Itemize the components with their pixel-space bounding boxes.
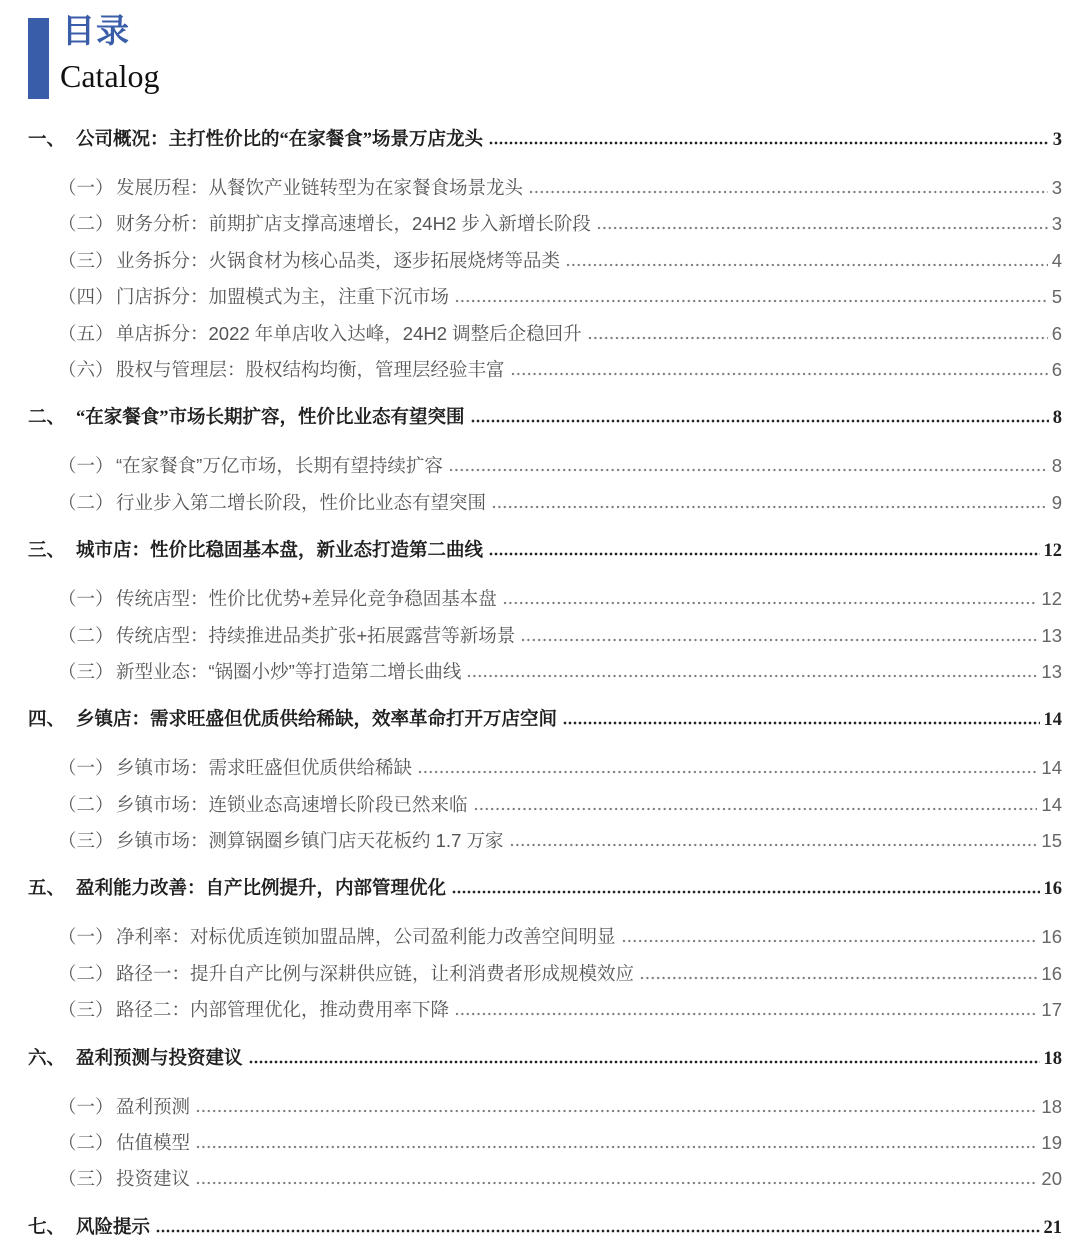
dot-leader	[467, 674, 1037, 678]
section-number: 二、	[28, 408, 66, 429]
dot-leader	[622, 939, 1038, 943]
subsection-page-number: 6	[1051, 322, 1062, 344]
section-title: “在家餐食”市场长期扩容，性价比业态有望突围	[76, 408, 465, 429]
subsection-title: 盈利预测	[116, 1095, 191, 1117]
dot-leader	[196, 1181, 1037, 1185]
toc-section-6[interactable]	[0, 1041, 1080, 1077]
section-number: 七、	[28, 1217, 66, 1238]
subsection-title: 新型业态：“锅圈小炒”等打造第二增长曲线	[116, 660, 462, 682]
subsection-page-number: 14	[1041, 793, 1062, 815]
toc-subsection-4-3[interactable]	[0, 823, 1080, 859]
subsection-page-number: 6	[1051, 358, 1062, 380]
toc-section-7[interactable]	[0, 1210, 1080, 1246]
subsection-title: 股权与管理层：股权结构均衡，管理层经验丰富	[116, 358, 505, 380]
toc-subsection-5-2[interactable]	[0, 956, 1080, 992]
toc-subsection-4-1[interactable]	[0, 750, 1080, 786]
subsection-title: 单店拆分：2022 年单店收入达峰，24H2 调整后企稳回升	[116, 322, 582, 344]
dot-leader	[471, 419, 1049, 423]
subsection-number: （一）	[58, 455, 114, 477]
dot-leader	[511, 372, 1048, 376]
subsection-title: 传统店型：持续推进品类扩张+拓展露营等新场景	[116, 624, 516, 646]
dot-leader	[529, 190, 1048, 194]
toc-subsection-3-1[interactable]	[0, 581, 1080, 617]
section-page-number: 14	[1043, 710, 1062, 731]
subsection-title: 乡镇市场：连锁业态高速增长阶段已然来临	[116, 793, 468, 815]
subsection-title: 行业步入第二增长阶段，性价比业态有望突围	[116, 491, 487, 513]
toc-subsection-6-2[interactable]	[0, 1125, 1080, 1161]
dot-leader	[503, 601, 1038, 605]
dot-leader	[418, 770, 1037, 774]
dot-leader	[588, 336, 1048, 340]
section-page-number: 21	[1043, 1217, 1062, 1238]
subsection-number: （二）	[58, 793, 114, 815]
toc-section-3[interactable]	[0, 533, 1080, 569]
toc-section-2[interactable]	[0, 400, 1080, 436]
subsection-page-number: 15	[1041, 830, 1062, 852]
section-page-number: 12	[1043, 541, 1062, 562]
subsection-page-number: 9	[1051, 491, 1062, 513]
subsection-title: 路径二：内部管理优化，推动费用率下降	[116, 999, 450, 1021]
subsection-number: （一）	[58, 757, 114, 779]
dot-leader	[156, 1229, 1039, 1233]
subsection-title: 财务分析：前期扩店支撑高速增长，24H2 步入新增长阶段	[116, 213, 591, 235]
toc-section-1[interactable]	[0, 122, 1080, 158]
section-number: 四、	[28, 710, 66, 731]
subsection-page-number: 4	[1051, 249, 1062, 271]
subsection-number: （二）	[58, 624, 114, 646]
subsection-number: （一）	[58, 926, 114, 948]
toc-subsection-1-2[interactable]	[0, 206, 1080, 242]
subsection-page-number: 17	[1041, 999, 1062, 1021]
toc-subsection-3-2[interactable]	[0, 618, 1080, 654]
subsection-number: （一）	[58, 588, 114, 610]
subsection-title: 业务拆分：火锅食材为核心品类，逐步拓展烧烤等品类	[116, 249, 561, 271]
toc-subsection-1-5[interactable]	[0, 316, 1080, 352]
toc-subsection-1-4[interactable]	[0, 279, 1080, 315]
dot-leader	[249, 1060, 1040, 1064]
subsection-page-number: 8	[1051, 455, 1062, 477]
subsection-page-number: 14	[1041, 757, 1062, 779]
subsection-number: （一）	[58, 1095, 114, 1117]
dot-leader	[489, 141, 1049, 145]
subsection-page-number: 3	[1051, 177, 1062, 198]
subsection-title: 估值模型	[116, 1132, 191, 1154]
dot-leader	[489, 552, 1039, 556]
dot-leader	[196, 1109, 1037, 1113]
subsection-number: （三）	[58, 1168, 114, 1190]
section-title: 风险提示	[76, 1217, 151, 1238]
dot-leader	[455, 299, 1048, 303]
dot-leader	[196, 1145, 1037, 1149]
subsection-page-number: 19	[1041, 1132, 1062, 1154]
section-title: 公司概况：主打性价比的“在家餐食”场景万店龙头	[76, 130, 484, 150]
subsection-title: 乡镇市场：测算锅圈乡镇门店天花板约 1.7 万家	[116, 830, 504, 852]
subsection-page-number: 3	[1051, 213, 1062, 235]
subsection-page-number: 20	[1041, 1168, 1062, 1190]
subsection-page-number: 16	[1041, 926, 1062, 948]
section-number: 六、	[28, 1048, 66, 1069]
subsection-title: 路径一：提升自产比例与深耕供应链，让利消费者形成规模效应	[116, 962, 635, 984]
dot-leader	[474, 807, 1038, 811]
toc-subsection-5-1[interactable]	[0, 919, 1080, 955]
subsection-number: （二）	[58, 491, 114, 513]
subsection-page-number: 13	[1041, 624, 1062, 646]
section-number: 五、	[28, 879, 66, 900]
catalog-title-english: Catalog	[60, 58, 160, 94]
subsection-number: （六）	[58, 358, 114, 380]
subsection-number: （三）	[58, 999, 114, 1021]
subsection-number: （五）	[58, 322, 114, 344]
subsection-page-number: 13	[1041, 660, 1062, 682]
section-title: 城市店：性价比稳固基本盘，新业态打造第二曲线	[76, 541, 484, 562]
header-accent-bar	[28, 18, 49, 99]
subsection-page-number: 5	[1051, 286, 1062, 308]
dot-leader	[510, 843, 1038, 847]
toc-subsection-6-3[interactable]	[0, 1161, 1080, 1197]
dot-leader	[452, 890, 1039, 894]
subsection-title: 投资建议	[116, 1168, 191, 1190]
subsection-title: 乡镇市场：需求旺盛但优质供给稀缺	[116, 757, 413, 779]
section-number: 一、	[28, 130, 66, 150]
toc-subsection-1-6[interactable]	[0, 352, 1080, 388]
section-title: 盈利能力改善：自产比例提升，内部管理优化	[76, 879, 447, 900]
toc-subsection-1-1[interactable]	[0, 170, 1080, 206]
toc-subsection-5-3[interactable]	[0, 992, 1080, 1028]
subsection-page-number: 16	[1041, 962, 1062, 984]
dot-leader	[566, 263, 1048, 267]
toc-subsection-2-2[interactable]	[0, 485, 1080, 521]
section-title: 乡镇店：需求旺盛但优质供给稀缺，效率革命打开万店空间	[76, 710, 558, 731]
table-of-contents	[0, 110, 1080, 1246]
subsection-page-number: 18	[1041, 1095, 1062, 1117]
dot-leader	[521, 638, 1037, 642]
section-page-number: 18	[1043, 1048, 1062, 1069]
subsection-title: 净利率：对标优质连锁加盟品牌，公司盈利能力改善空间明显	[116, 926, 616, 948]
section-number: 三、	[28, 541, 66, 562]
subsection-page-number: 12	[1041, 588, 1062, 610]
toc-subsection-6-1[interactable]	[0, 1089, 1080, 1125]
subsection-title: 传统店型：性价比优势+差异化竞争稳固基本盘	[116, 588, 497, 610]
section-title: 盈利预测与投资建议	[76, 1048, 243, 1069]
dot-leader	[597, 226, 1048, 230]
subsection-title: 门店拆分：加盟模式为主，注重下沉市场	[116, 286, 450, 308]
subsection-number: （二）	[58, 213, 114, 235]
subsection-number: （四）	[58, 286, 114, 308]
subsection-number: （二）	[58, 1132, 114, 1154]
toc-subsection-3-3[interactable]	[0, 654, 1080, 690]
subsection-title: 发展历程：从餐饮产业链转型为在家餐食场景龙头	[116, 177, 524, 198]
section-page-number: 16	[1043, 879, 1062, 900]
subsection-title: “在家餐食”万亿市场，长期有望持续扩容	[116, 455, 443, 477]
toc-subsection-1-3[interactable]	[0, 243, 1080, 279]
toc-section-5[interactable]	[0, 871, 1080, 907]
subsection-number: （三）	[58, 660, 114, 682]
toc-subsection-4-2[interactable]	[0, 787, 1080, 823]
dot-leader	[563, 721, 1039, 725]
subsection-number: （三）	[58, 830, 114, 852]
section-page-number: 3	[1052, 130, 1062, 150]
catalog-title-chinese: 目录	[62, 14, 130, 50]
toc-section-4[interactable]	[0, 702, 1080, 738]
toc-subsection-2-1[interactable]	[0, 448, 1080, 484]
dot-leader	[640, 976, 1037, 980]
subsection-number: （二）	[58, 962, 114, 984]
dot-leader	[455, 1012, 1037, 1016]
section-page-number: 8	[1052, 408, 1062, 429]
dot-leader	[449, 468, 1048, 472]
subsection-number: （一）	[58, 177, 114, 198]
dot-leader	[492, 505, 1048, 509]
subsection-number: （三）	[58, 249, 114, 271]
